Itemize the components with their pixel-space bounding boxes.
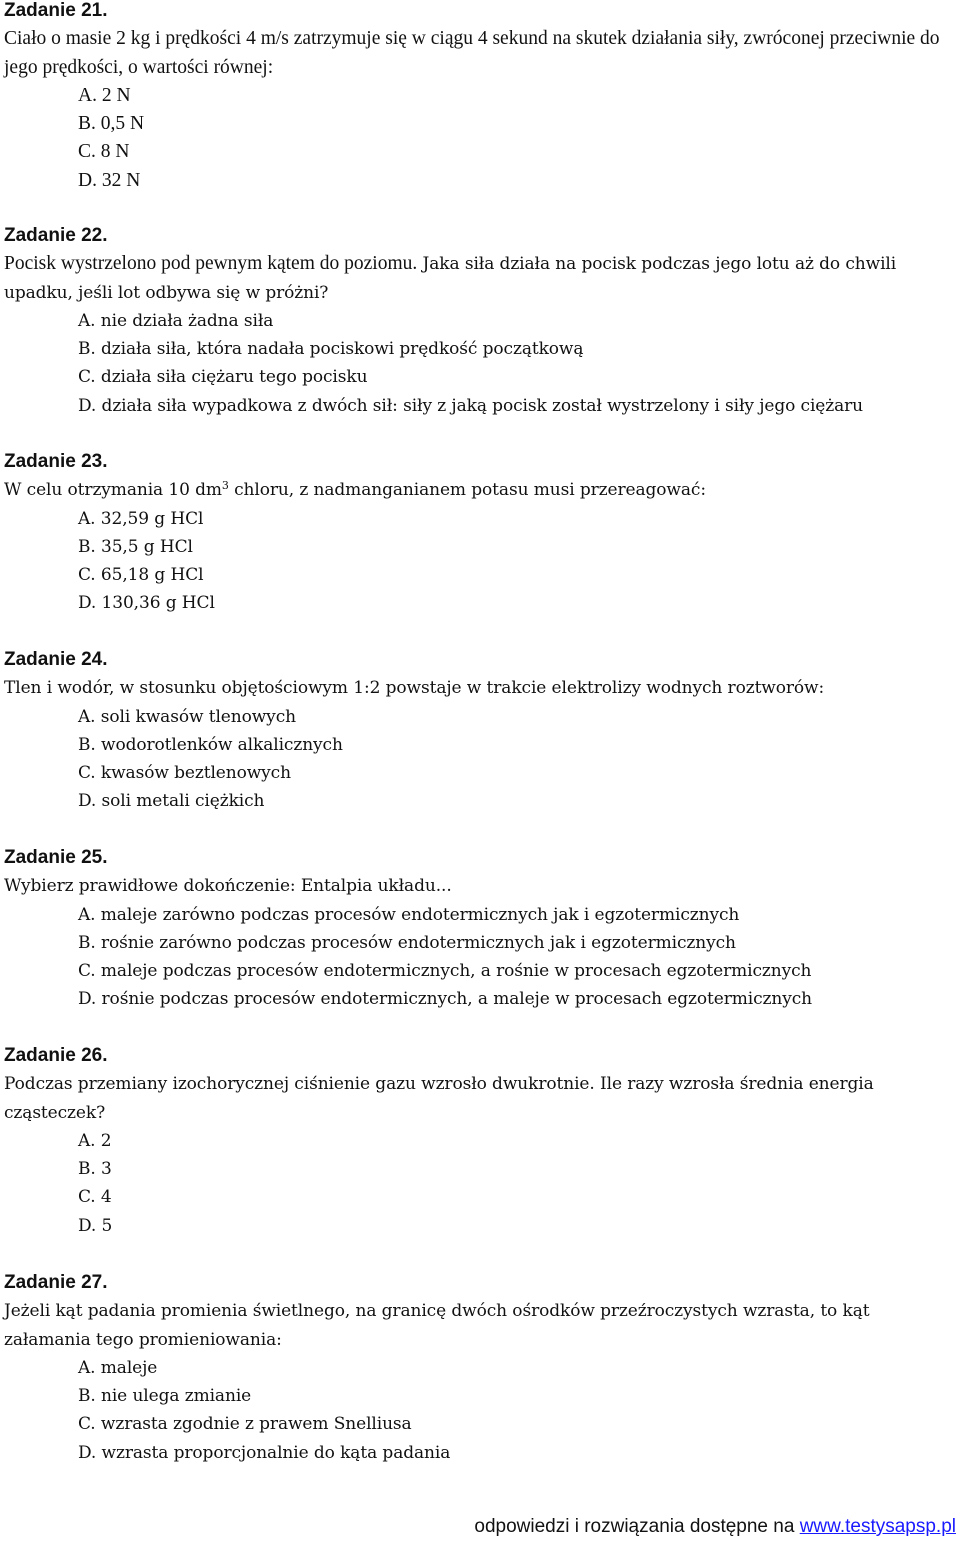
- task-heading: Zadanie 25.: [4, 847, 108, 868]
- page-footer: [474, 1514, 956, 1540]
- answer-option-d: D. rośnie podczas procesów endotermicznych, a maleje w procesach egzotermicznych: [78, 989, 813, 1010]
- task-question: Tlen i wodór, w stosunku objętościowym 1:2 powstaje w trakcie elektrolizy wodnych roztworów:: [4, 678, 825, 699]
- task-question: Podczas przemiany izochorycznej ciśnienie gazu wzrosło dwukrotnie. Ile razy wzrosła średnia energia cząsteczek?: [4, 1074, 874, 1123]
- task-25: [4, 844, 954, 1014]
- answer-option-a: A. maleje: [78, 1357, 158, 1378]
- task-22: [4, 222, 954, 420]
- task-question-lead: Pocisk wystrzelono pod pewnym kątem do poziomu.: [4, 253, 418, 275]
- task-heading: Zadanie 21.: [4, 0, 108, 21]
- answer-option-c: C. wzrasta zgodnie z prawem Snelliusa: [78, 1414, 412, 1435]
- answer-option-b: B. 0,5 N: [78, 113, 145, 135]
- task-21: [4, 0, 954, 195]
- task-question-rest: Jaka siła działa na pocisk podczas jego lotu aż do chwili upadku, jeśli lot odbywa się w próżni?: [4, 254, 897, 303]
- answer-options: [4, 703, 954, 816]
- task-heading: Zadanie 24.: [4, 649, 108, 670]
- answer-options: [4, 307, 954, 420]
- task-24: [4, 646, 954, 816]
- task-question: Jeżeli kąt padania promienia świetlnego, na granicę dwóch ośrodków przeźroczystych wzrasta, to kąt załamania tego promieniowania:: [4, 1301, 870, 1350]
- task-heading: Zadanie 22.: [4, 225, 108, 246]
- answer-options: [4, 901, 954, 1014]
- answer-option-c: C. maleje podczas procesów endotermicznych, a rośnie w procesach egzotermicznych: [78, 961, 812, 982]
- task-23: [4, 448, 954, 618]
- answer-option-b: B. wodorotlenków alkalicznych: [78, 734, 343, 755]
- answer-option-c: C. 65,18 g HCl: [78, 565, 204, 586]
- task-heading: Zadanie 23.: [4, 451, 108, 472]
- task-heading: Zadanie 26.: [4, 1045, 108, 1066]
- task-heading: Zadanie 27.: [4, 1272, 108, 1293]
- answer-option-d: D. 130,36 g HCl: [78, 593, 215, 614]
- footer-text: odpowiedzi i rozwiązania dostępne na: [474, 1516, 800, 1537]
- answer-option-c: C. kwasów beztlenowych: [78, 763, 291, 784]
- task-question: Ciało o masie 2 kg i prędkości 4 m/s zatrzymuje się w ciągu 4 sekund na skutek działania siły, zwróconej przeciwnie do jego prędkości, o wartości równej:: [4, 28, 940, 78]
- footer-link[interactable]: www.testysapsp.pl: [799, 1516, 956, 1537]
- answer-option-a: A. 32,59 g HCl: [78, 508, 204, 529]
- answer-option-b: B. działa siła, która nadała pociskowi prędkość początkową: [78, 339, 584, 360]
- answer-option-c: C. 8 N: [78, 141, 130, 163]
- answer-option-d: D. wzrasta proporcjonalnie do kąta padania: [78, 1442, 451, 1463]
- answer-option-c: C. 4: [78, 1187, 112, 1208]
- answer-option-d: D. działa siła wypadkowa z dwóch sił: siły z jaką pocisk został wystrzelony i siły jego ciężaru: [78, 395, 864, 416]
- answer-option-a: A. nie działa żadna siła: [78, 310, 274, 331]
- answer-option-b: B. rośnie zarówno podczas procesów endotermicznych jak i egzotermicznych: [78, 932, 736, 953]
- answer-option-a: A. 2 N: [78, 84, 131, 106]
- answer-option-d: D. 5: [78, 1215, 113, 1236]
- answer-option-a: A. maleje zarówno podczas procesów endotermicznych jak i egzotermicznych: [78, 904, 740, 925]
- answer-options: [4, 82, 954, 195]
- task-question-before: W celu otrzymania 10 dm: [4, 480, 222, 501]
- task-question: Wybierz prawidłowe dokończenie: Entalpia układu...: [4, 876, 452, 897]
- answer-options: [4, 1127, 954, 1240]
- answer-option-a: A. 2: [78, 1130, 112, 1151]
- answer-option-d: D. soli metali ciężkich: [78, 791, 265, 812]
- answer-option-b: B. 3: [78, 1159, 112, 1180]
- task-question: [4, 250, 954, 307]
- superscript-exponent: 3: [221, 479, 229, 493]
- answer-options: [4, 1354, 954, 1467]
- answer-option-a: A. soli kwasów tlenowych: [78, 706, 296, 727]
- task-question-after: chloru, z nadmanganianem potasu musi przereagować:: [228, 480, 706, 501]
- answer-option-b: B. 35,5 g HCl: [78, 536, 193, 557]
- answer-option-c: C. działa siła ciężaru tego pocisku: [78, 367, 368, 388]
- task-26: [4, 1042, 954, 1240]
- task-27: [4, 1269, 954, 1467]
- task-question: [4, 476, 954, 504]
- answer-options: [4, 505, 954, 618]
- answer-option-d: D. 32 N: [78, 169, 141, 191]
- answer-option-b: B. nie ulega zmianie: [78, 1386, 252, 1407]
